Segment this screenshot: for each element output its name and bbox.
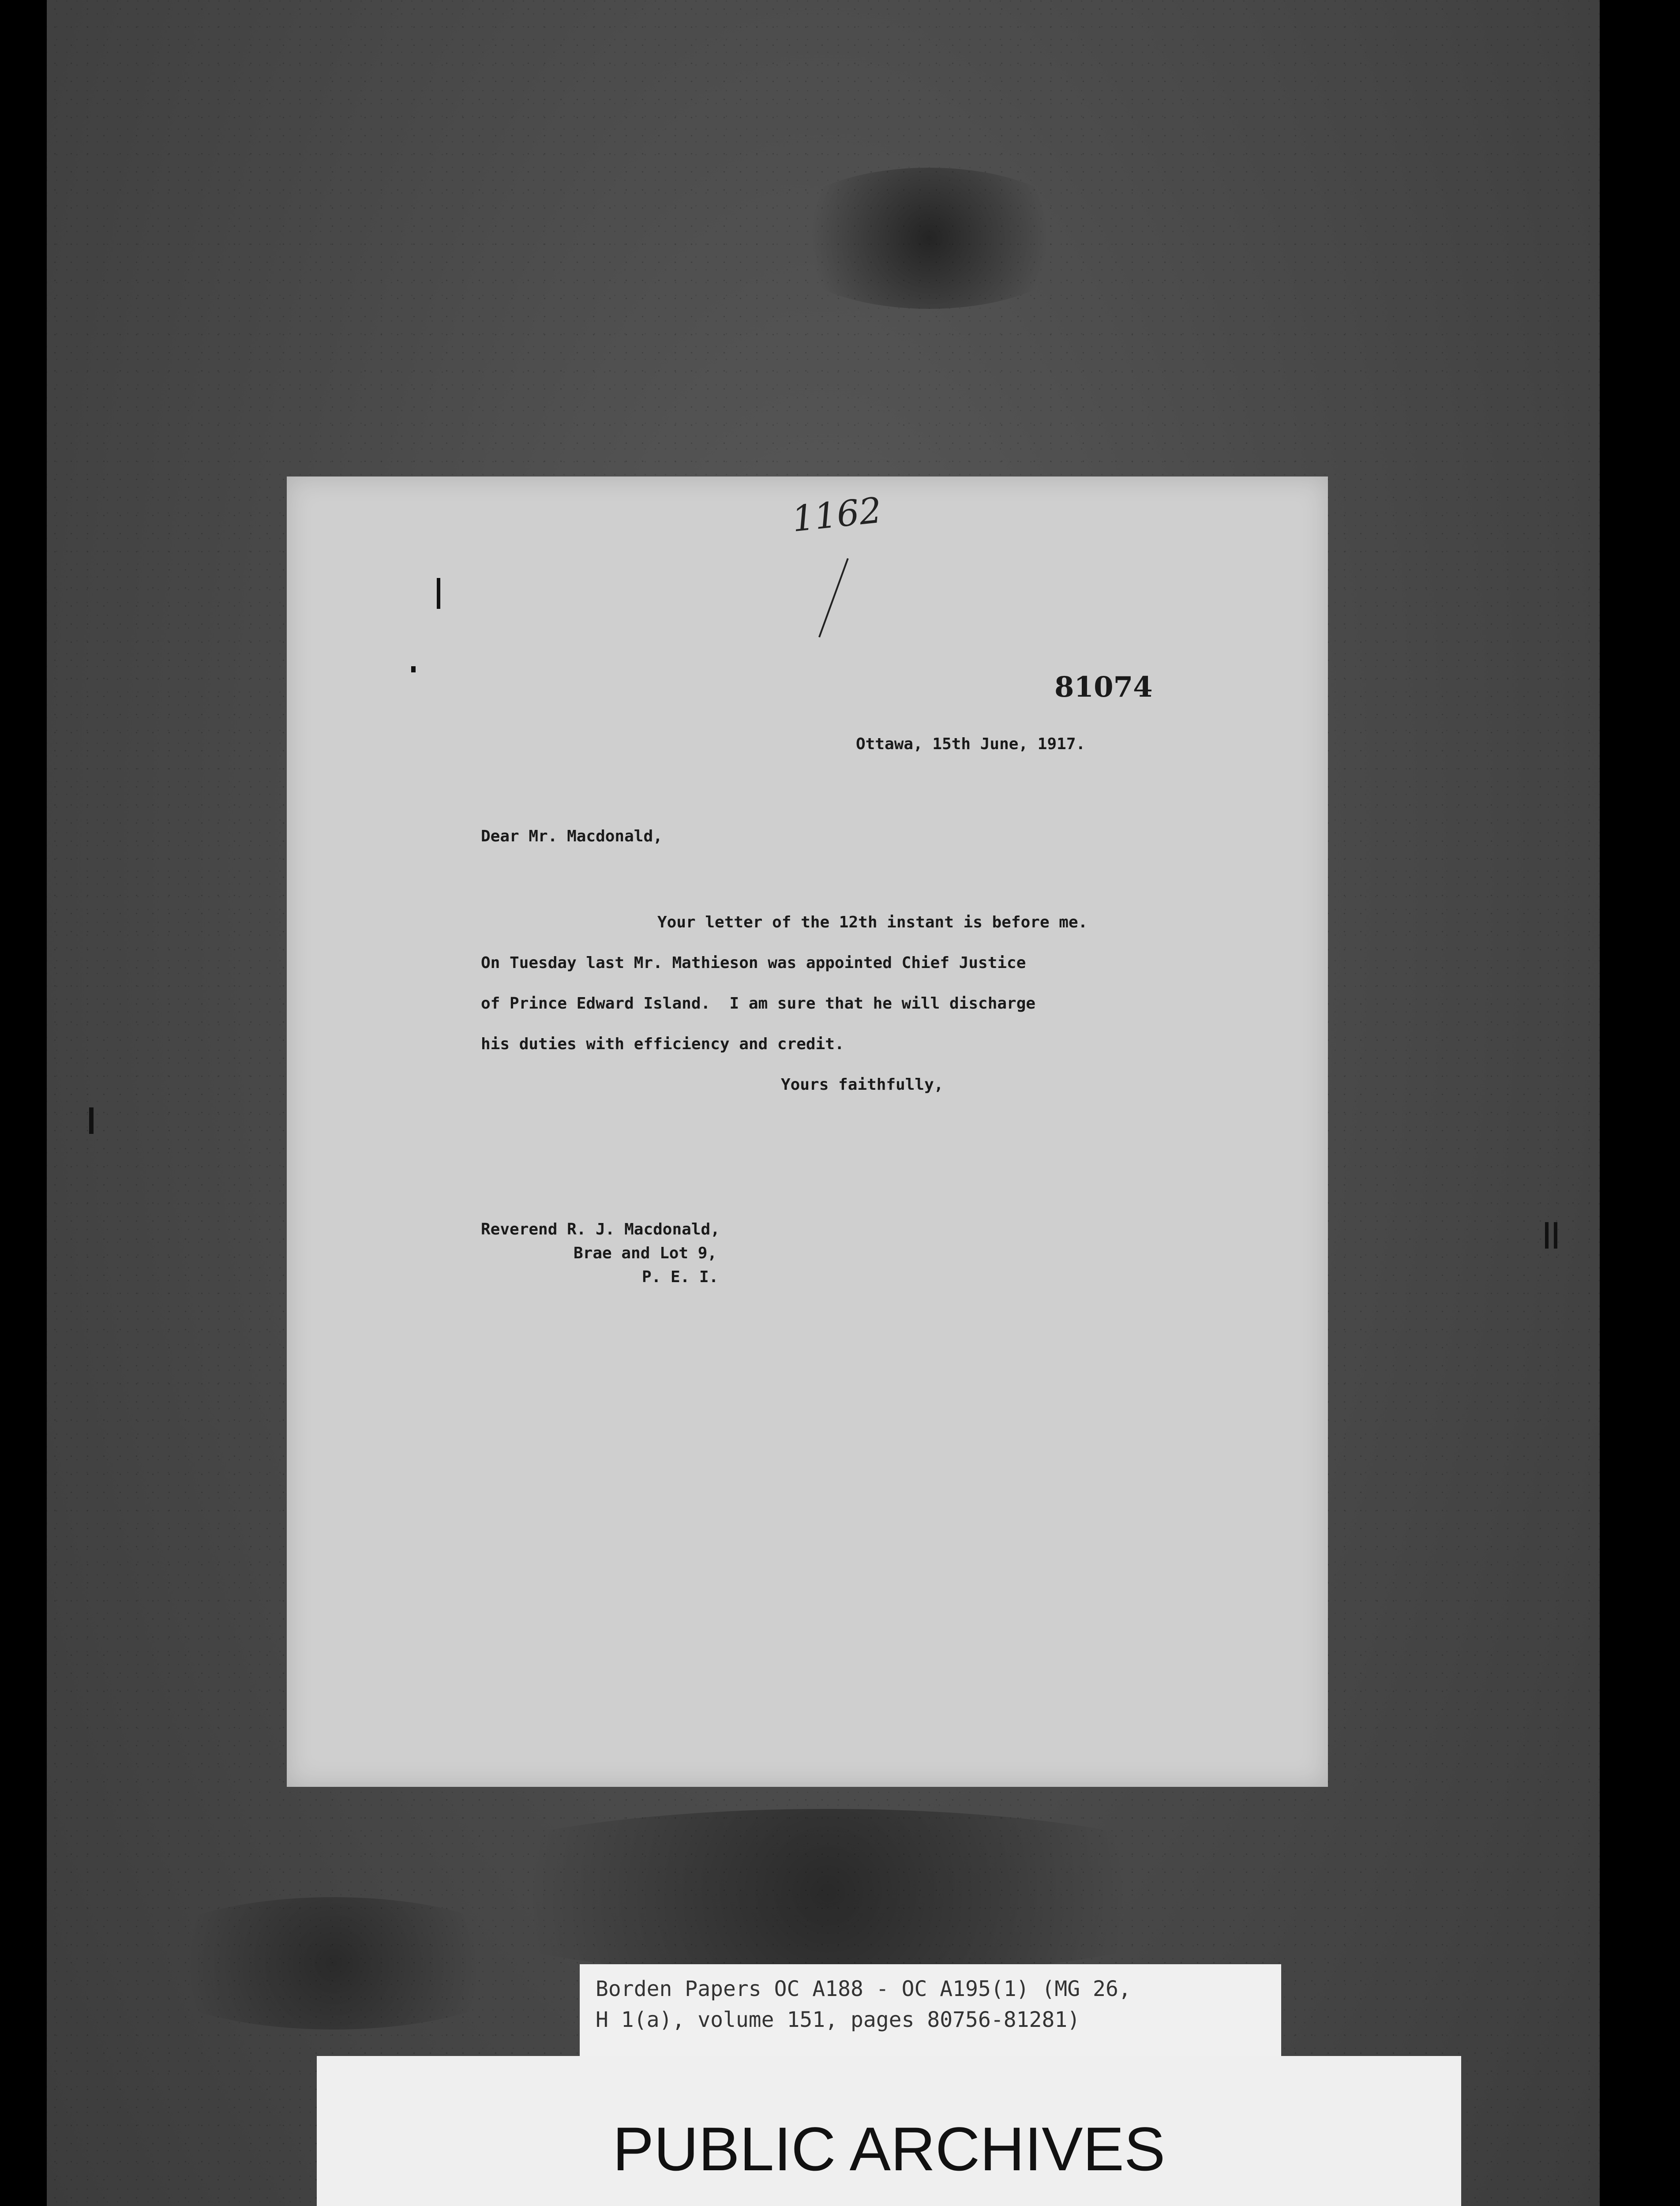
archive-card-line-english: PUBLIC ARCHIVES <box>612 2114 1166 2183</box>
edge-mark <box>1545 1222 1549 1249</box>
film-blot <box>409 1809 1247 1977</box>
closing: Yours faithfully, <box>781 1076 944 1094</box>
handwritten-folio-number: 1162 <box>790 489 884 540</box>
film-blot <box>775 168 1084 309</box>
film-blot <box>135 1897 532 2030</box>
address-line: P. E. I. <box>642 1268 719 1286</box>
margin-mark <box>411 666 416 672</box>
address-line: Reverend R. J. Macdonald, <box>481 1220 720 1238</box>
microfilm-frame <box>47 0 1600 2206</box>
salutation: Dear Mr. Macdonald, <box>481 827 663 845</box>
archive-reference-label <box>580 1964 1281 2066</box>
archive-reference-line: Borden Papers OC A188 - OC A195(1) (MG 26, <box>596 1977 1131 2001</box>
edge-mark <box>1554 1222 1557 1249</box>
letter-page <box>287 476 1328 1787</box>
margin-mark <box>437 578 440 609</box>
body-line: of Prince Edward Island. I am sure that he will discharge <box>481 994 1036 1013</box>
address-line: Brae and Lot 9, <box>574 1244 717 1262</box>
document-number: 81074 <box>1054 671 1153 704</box>
edge-mark <box>89 1107 94 1134</box>
body-line: his duties with efficiency and credit. <box>481 1035 844 1053</box>
archive-reference-line: H 1(a), volume 151, pages 80756-81281) <box>596 2007 1080 2032</box>
body-line: On Tuesday last Mr. Mathieson was appointed Chief Justice <box>481 954 1026 972</box>
dateline: Ottawa, 15th June, 1917. <box>856 735 1086 753</box>
handwritten-slash-mark <box>818 558 849 638</box>
archive-card <box>317 2056 1461 2206</box>
body-line: Your letter of the 12th instant is before me. <box>657 913 1088 931</box>
